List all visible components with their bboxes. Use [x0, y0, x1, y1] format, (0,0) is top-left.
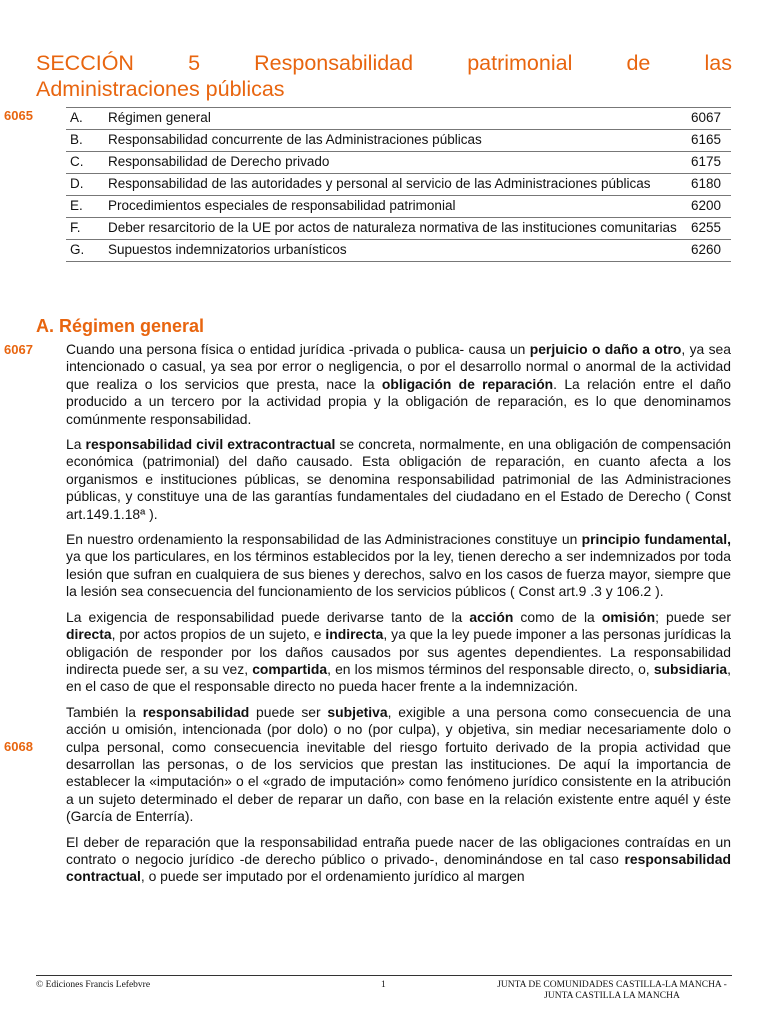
title-word: de — [626, 51, 651, 75]
text-run: se concreta, normalmente, en una obligación de compensación económica (patrimonial) del daño causado. Esta obligación de reparación, en cuanto afecta a los organismos e instituciones públicas, se denomina responsabilidad patrimonial de las Administraciones públicas, y constituye una de las garantías fundamentales del ciudadano en el Estado de Derecho ( Const art.149.1.18ª ). — [66, 436, 731, 522]
text-run: , exigible a una persona como consecuencia de una acción u omisión, intencionada (por dolo) o no (por culpa), y objetiva, sin mediar necesariamente dolo o culpa personal, como consecuencia inevitable del riesgo fortuito derivado de la propia actividad que desarrollan las personas, o de los servicios que prestan las instituciones. De aquí la importancia de establecer la «imputación» o el «grado de imputación» como fenómeno jurídico consistente en la atribución a un sujeto determinado el deber de reparar un daño, con base en la relación existente entre aquél y éste (García de Enterría). — [66, 703, 731, 825]
toc-page: 6067 — [691, 110, 722, 125]
text-run: La exigencia de responsabilidad puede derivarse tanto de la — [66, 608, 470, 625]
text-run: , ya sea intencionado o casual, ya sea por error o negligencia, o por el desarrollo normal o anormal de la actividad que realiza o los servicios que presta, nace la — [66, 341, 731, 392]
text-run: ya que los particulares, en los términos establecidos por la ley, tienen derecho a ser indemnizados por toda lesión que sufran en cualquiera de sus bienes y derechos, salvo en los casos de fuerza mayor, siempre que la lesión sea consecuencia del funcionamiento de los servicios públicos ( Const art.9 .3 y 106.2 ). — [66, 548, 731, 600]
text-run: , ya que la ley puede imponer a las personas jurídicas la obligación de responder por los daños causados por sus agentes dependientes. La responsabilidad indirecta puede ser, a su vez, — [66, 626, 731, 677]
toc-page: 6175 — [691, 154, 722, 169]
toc-page: 6260 — [691, 242, 722, 257]
toc-text: Responsabilidad de Derecho privado — [108, 154, 330, 169]
bold-term: subjetiva — [327, 703, 388, 720]
toc-row[interactable] — [66, 108, 731, 130]
toc-text: Régimen general — [108, 110, 211, 125]
paragraph — [66, 341, 731, 428]
bold-term: responsabilidad contractual — [66, 850, 731, 885]
footer-publisher: © Ediciones Francis Lefebvre — [36, 980, 151, 990]
margin-number-6067: 6067 — [4, 342, 33, 357]
toc-row[interactable] — [66, 130, 731, 152]
section-title-line1 — [36, 50, 732, 76]
toc-page: 6180 — [691, 176, 722, 191]
paragraph — [66, 704, 731, 826]
toc-letter: C. — [70, 154, 84, 169]
bold-term: compartida — [252, 660, 328, 677]
toc-text: Responsabilidad concurrente de las Administraciones públicas — [108, 132, 482, 147]
text-run: puede ser — [249, 703, 328, 720]
paragraph — [66, 436, 731, 523]
toc-letter: G. — [70, 242, 85, 257]
bold-term: obligación de reparación — [381, 375, 554, 392]
text-run: La — [66, 436, 86, 453]
toc-text: Supuestos indemnizatorios urbanísticos — [108, 242, 347, 257]
toc-row[interactable] — [66, 174, 731, 196]
bold-term: principio fundamental, — [581, 531, 731, 548]
section-a-heading: A. Régimen general — [36, 316, 205, 336]
toc-letter: E. — [70, 198, 83, 213]
margin-number-6068: 6068 — [4, 739, 33, 754]
text-run: , en el caso de que el responsable directo no pueda hacer frente a la indemnización. — [66, 660, 732, 695]
bold-term: responsabilidad — [142, 703, 250, 720]
bold-term: perjuicio o daño a otro — [529, 341, 682, 357]
title-word: SECCIÓN — [36, 51, 134, 75]
footer-org-line2: JUNTA CASTILLA LA MANCHA — [544, 991, 680, 1001]
bold-term: responsabilidad civil extracontractual — [85, 436, 336, 453]
text-run: Cuando una persona física o entidad jurídica -privada o publica- causa un — [66, 341, 530, 357]
margin-number-6065: 6065 — [4, 108, 33, 123]
toc-text: Responsabilidad de las autoridades y personal al servicio de las Administraciones públicas — [108, 176, 651, 191]
text-run: . La relación entre el daño producido a un tercero por la actividad propia y la obligación de reparación, es lo que denominamos comúnmente responsabilidad. — [66, 375, 731, 427]
section-title — [36, 50, 732, 102]
paragraph — [66, 531, 731, 601]
toc-row[interactable] — [66, 240, 731, 262]
paragraph — [66, 834, 731, 886]
table-of-contents — [66, 107, 731, 262]
text-run: , o puede ser imputado por el ordenamiento jurídico al margen — [140, 868, 525, 885]
toc-row[interactable] — [66, 218, 731, 240]
toc-page: 6165 — [691, 132, 722, 147]
text-run: El deber de reparación que la responsabilidad entraña puede nacer de las obligaciones contraídas en un contrato o negocio jurídico -de derecho público o privado-, denominándose en tal caso — [66, 833, 731, 867]
text-run: ; puede ser — [655, 608, 731, 625]
title-word: las — [704, 51, 732, 75]
toc-letter: B. — [70, 132, 83, 147]
body-text — [66, 341, 731, 894]
bold-term: acción — [469, 608, 514, 625]
title-word: Responsabilidad — [254, 51, 414, 75]
toc-text: Procedimientos especiales de responsabilidad patrimonial — [108, 198, 456, 213]
title-word: patrimonial — [467, 51, 573, 75]
page-footer — [36, 975, 732, 1002]
page-number: 1 — [381, 980, 386, 990]
text-run: , en los mismos términos del responsable directo, o, — [327, 660, 654, 677]
toc-letter: D. — [70, 176, 84, 191]
toc-page: 6200 — [691, 198, 722, 213]
bold-term: subsidiaria — [653, 660, 728, 677]
text-run: como de la — [513, 608, 602, 625]
toc-row[interactable] — [66, 196, 731, 218]
toc-page: 6255 — [691, 220, 722, 235]
footer-organization — [492, 980, 732, 1002]
text-run: En nuestro ordenamiento la responsabilidad de las Administraciones constituye un — [66, 531, 582, 548]
toc-text: Deber resarcitorio de la UE por actos de naturaleza normativa de las instituciones comunitarias — [108, 220, 677, 235]
toc-letter: F. — [70, 220, 81, 235]
section-title-line2: Administraciones públicas — [36, 77, 285, 101]
toc-letter: A. — [70, 110, 83, 125]
bold-term: directa — [66, 626, 112, 643]
bold-term: omisión — [601, 608, 656, 625]
text-run: , por actos propios de un sujeto, e — [111, 626, 326, 643]
paragraph — [66, 609, 731, 696]
footer-org-line1: JUNTA DE COMUNIDADES CASTILLA-LA MANCHA - — [497, 980, 727, 990]
bold-term: indirecta — [325, 626, 384, 643]
toc-row[interactable] — [66, 152, 731, 174]
title-word: 5 — [188, 51, 201, 75]
text-run: También la — [66, 703, 143, 720]
